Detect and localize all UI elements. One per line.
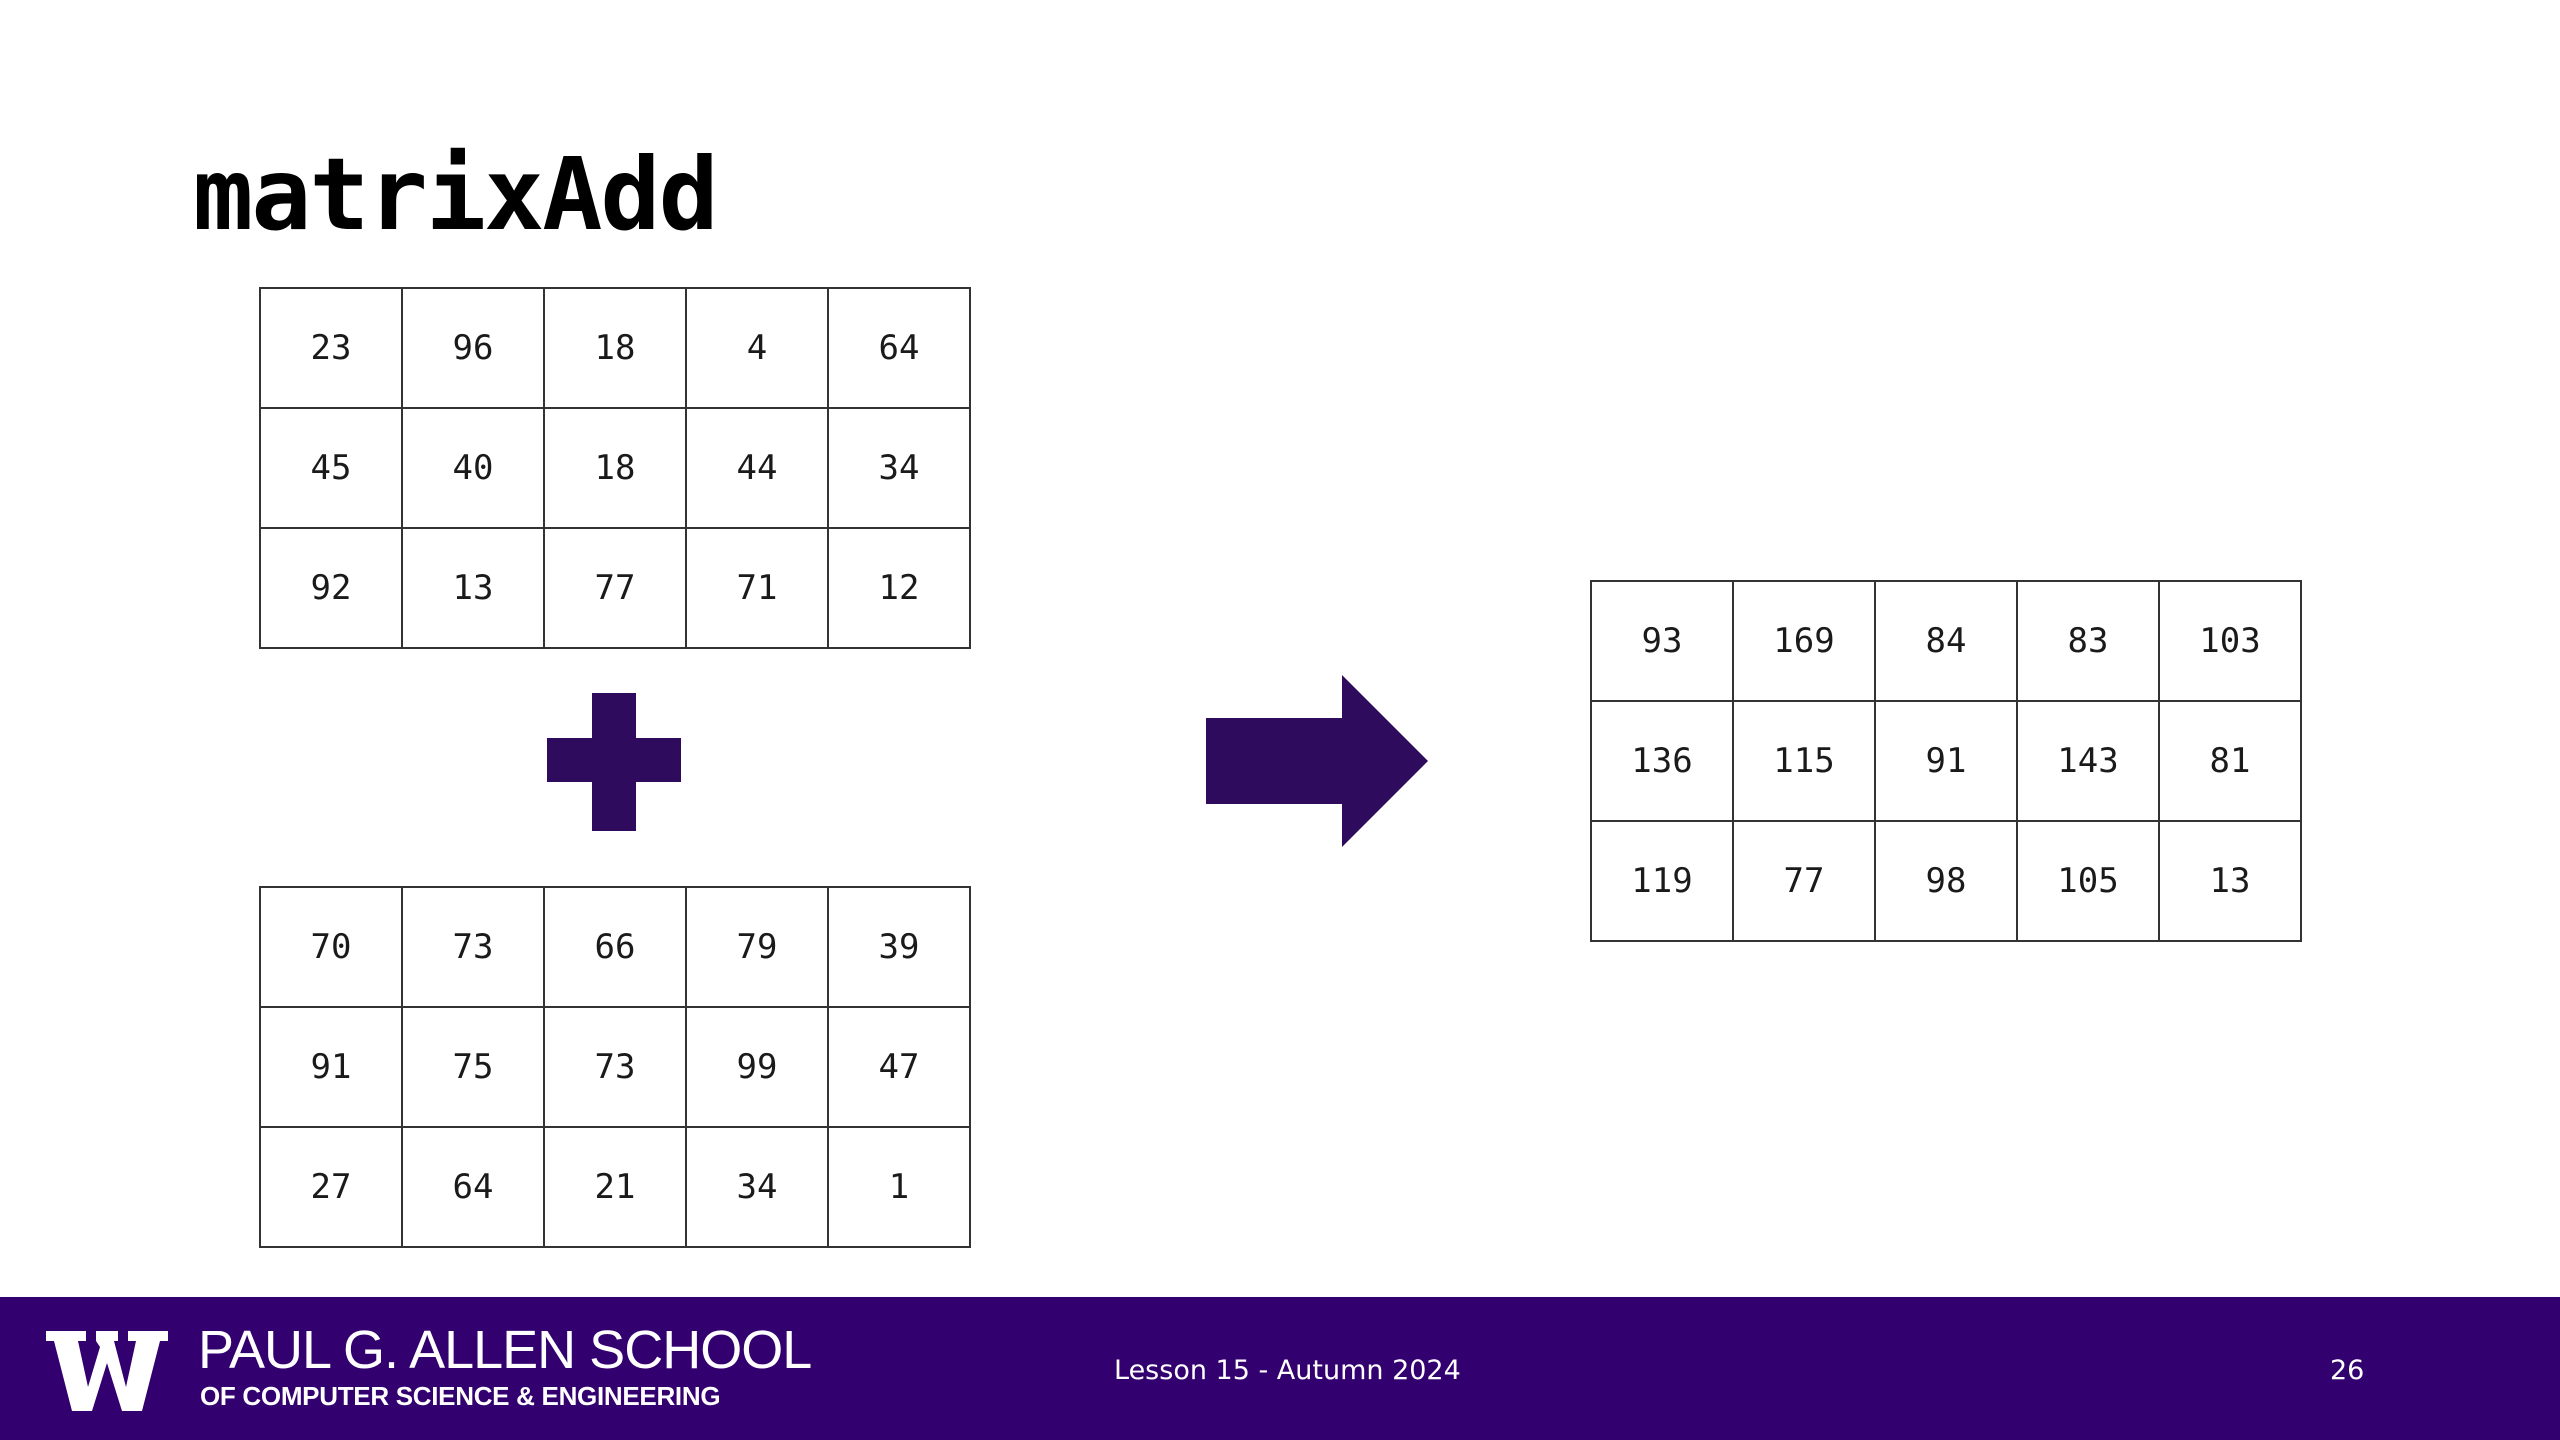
plus-icon [547, 693, 681, 831]
matrix-cell: 47 [828, 1007, 970, 1127]
matrix-cell: 105 [2017, 821, 2159, 941]
matrix-row [260, 528, 970, 648]
matrix-row [1591, 581, 2301, 701]
matrix-cell: 73 [544, 1007, 686, 1127]
matrix-cell: 169 [1733, 581, 1875, 701]
matrix-cell: 34 [828, 408, 970, 528]
matrix-row [260, 288, 970, 408]
matrix-row [260, 887, 970, 1007]
matrix-cell: 13 [2159, 821, 2301, 941]
matrix-cell: 45 [260, 408, 402, 528]
matrix-cell: 27 [260, 1127, 402, 1247]
matrix-cell: 83 [2017, 581, 2159, 701]
uw-w-logo-icon [46, 1329, 168, 1413]
matrix-cell: 71 [686, 528, 828, 648]
matrix-cell: 99 [686, 1007, 828, 1127]
matrix-cell: 119 [1591, 821, 1733, 941]
matrix-cell: 92 [260, 528, 402, 648]
matrix-b [259, 886, 971, 1248]
matrix-cell: 44 [686, 408, 828, 528]
matrix-cell: 91 [1875, 701, 2017, 821]
matrix-cell: 115 [1733, 701, 1875, 821]
matrix-cell: 73 [402, 887, 544, 1007]
matrix-cell: 21 [544, 1127, 686, 1247]
matrix-cell: 79 [686, 887, 828, 1007]
matrix-cell: 34 [686, 1127, 828, 1247]
matrix-cell: 143 [2017, 701, 2159, 821]
lesson-label: Lesson 15 - Autumn 2024 [1114, 1355, 1461, 1386]
matrix-result [1590, 580, 2302, 942]
matrix-cell: 13 [402, 528, 544, 648]
matrix-cell: 98 [1875, 821, 2017, 941]
matrix-row [1591, 821, 2301, 941]
school-name: PAUL G. ALLEN SCHOOL [198, 1320, 812, 1380]
matrix-cell: 103 [2159, 581, 2301, 701]
matrix-cell: 66 [544, 887, 686, 1007]
matrix-row [260, 1007, 970, 1127]
matrix-row [260, 1127, 970, 1247]
matrix-cell: 93 [1591, 581, 1733, 701]
matrix-row [1591, 701, 2301, 821]
matrix-cell: 96 [402, 288, 544, 408]
matrix-cell: 23 [260, 288, 402, 408]
matrix-cell: 91 [260, 1007, 402, 1127]
matrix-cell: 70 [260, 887, 402, 1007]
matrix-cell: 12 [828, 528, 970, 648]
matrix-cell: 1 [828, 1127, 970, 1247]
matrix-cell: 136 [1591, 701, 1733, 821]
matrix-cell: 40 [402, 408, 544, 528]
matrix-cell: 64 [402, 1127, 544, 1247]
slide-title: matrixAdd [193, 136, 717, 253]
matrix-cell: 84 [1875, 581, 2017, 701]
matrix-cell: 75 [402, 1007, 544, 1127]
school-subtitle: OF COMPUTER SCIENCE & ENGINEERING [200, 1381, 721, 1411]
matrix-cell: 39 [828, 887, 970, 1007]
matrix-cell: 4 [686, 288, 828, 408]
page-number: 26 [2330, 1355, 2365, 1386]
matrix-cell: 77 [1733, 821, 1875, 941]
matrix-row [260, 408, 970, 528]
matrix-cell: 18 [544, 288, 686, 408]
matrix-a [259, 287, 971, 649]
matrix-cell: 77 [544, 528, 686, 648]
matrix-cell: 18 [544, 408, 686, 528]
right-arrow-icon [1206, 675, 1428, 847]
matrix-cell: 81 [2159, 701, 2301, 821]
matrix-cell: 64 [828, 288, 970, 408]
footer-bar [0, 1297, 2560, 1440]
